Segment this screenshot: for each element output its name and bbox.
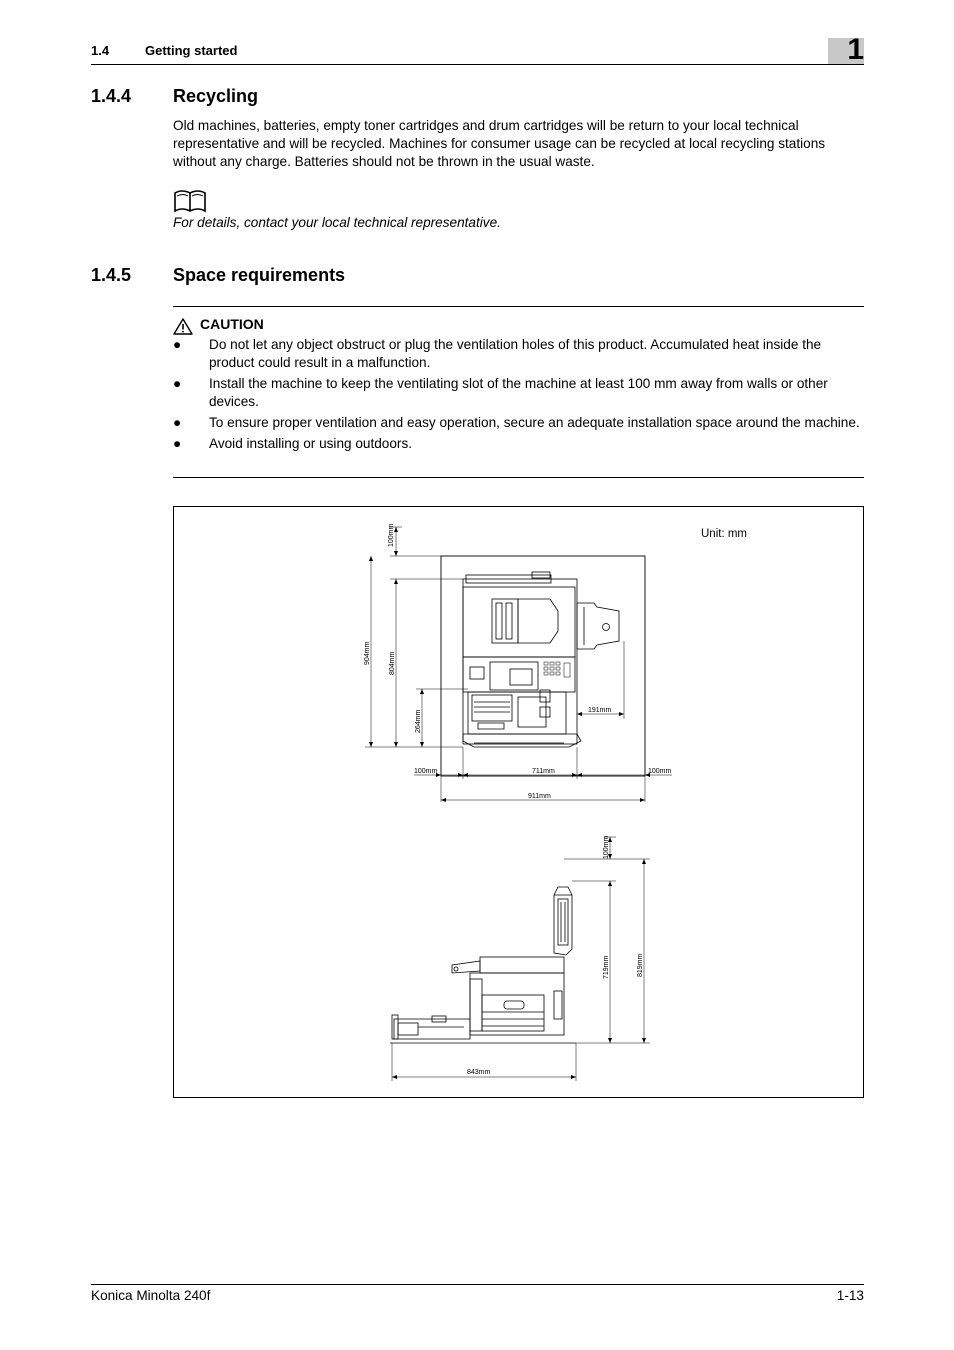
footer-page-number: 1-13 — [836, 1288, 864, 1303]
running-header-section-number: 1.4 — [91, 43, 110, 58]
top-view — [441, 556, 645, 776]
dim-side-protrusion: 191mm — [588, 707, 612, 714]
dim-total-depth: 904mm — [364, 641, 371, 665]
list-item: ● Install the machine to keep the ventilating slot of the machine at least 100 mm away from walls or other devices. — [173, 376, 828, 409]
top-view-dimensions — [365, 527, 672, 802]
unit-label: Unit: mm — [701, 528, 747, 540]
side-view-dimensions — [392, 837, 650, 1081]
dim-top-clearance: 100mm — [388, 523, 395, 547]
installation-diagram — [174, 507, 863, 1097]
list-item: ● To ensure proper ventilation and easy operation, secure an adequate installation space around the machine. — [173, 415, 860, 430]
footer-product: Konica Minolta 240f — [91, 1288, 211, 1303]
chapter-number: 1 — [847, 33, 864, 66]
space-requirements-figure — [173, 506, 864, 1098]
dim-left-clearance: 100mm — [414, 768, 438, 775]
dim-machine-width: 711mm — [532, 768, 555, 775]
caution-bottom-rule — [173, 477, 864, 478]
running-header-section-title: Getting started — [145, 43, 238, 58]
bullet-icon: ● — [173, 415, 182, 430]
dim-total-length: 843mm — [467, 1069, 491, 1076]
recycling-section-number: 1.4.4 — [91, 86, 132, 106]
bullet-icon: ● — [173, 376, 182, 391]
caution-top-rule — [173, 306, 864, 307]
space-section-number: 1.4.5 — [91, 265, 132, 285]
dim-total-width: 911mm — [528, 793, 551, 800]
top-view-arrowheads — [369, 527, 650, 802]
recycling-body-text: Old machines, batteries, empty toner cartridges and drum cartridges will be return to your local technical representative and will be recycled. Machines for consumer usage can be recycled at local recycling stations without any charge. Batteries should not be thrown in the usual waste. — [173, 118, 826, 169]
header-divider — [91, 64, 864, 65]
space-section-title: Space requirements — [173, 265, 346, 285]
list-item: ● Do not let any object obstruct or plug the ventilation holes of this product. Accumulated heat inside the product could result in a malfunction. — [173, 337, 822, 370]
dim-machine-height: 719mm — [603, 955, 610, 979]
dim-total-height: 819mm — [637, 953, 644, 977]
side-view — [390, 887, 576, 1043]
warning-triangle-icon — [173, 318, 193, 335]
recycling-note: For details, contact your local technical representative. — [173, 215, 501, 230]
dim-machine-depth: 804mm — [389, 651, 396, 675]
caution-list — [173, 336, 864, 456]
caution-label: CAUTION — [200, 316, 264, 332]
dim-tray-depth: 264mm — [415, 709, 422, 733]
book-icon — [173, 188, 207, 214]
bullet-icon: ● — [173, 436, 182, 451]
dim-side-top-clearance: 100mm — [603, 835, 610, 859]
dim-right-clearance: 100mm — [648, 768, 672, 775]
recycling-section-title: Recycling — [173, 86, 259, 106]
bullet-icon: ● — [173, 337, 182, 352]
list-item: ● Avoid installing or using outdoors. — [173, 436, 413, 451]
footer-divider — [91, 1284, 864, 1285]
